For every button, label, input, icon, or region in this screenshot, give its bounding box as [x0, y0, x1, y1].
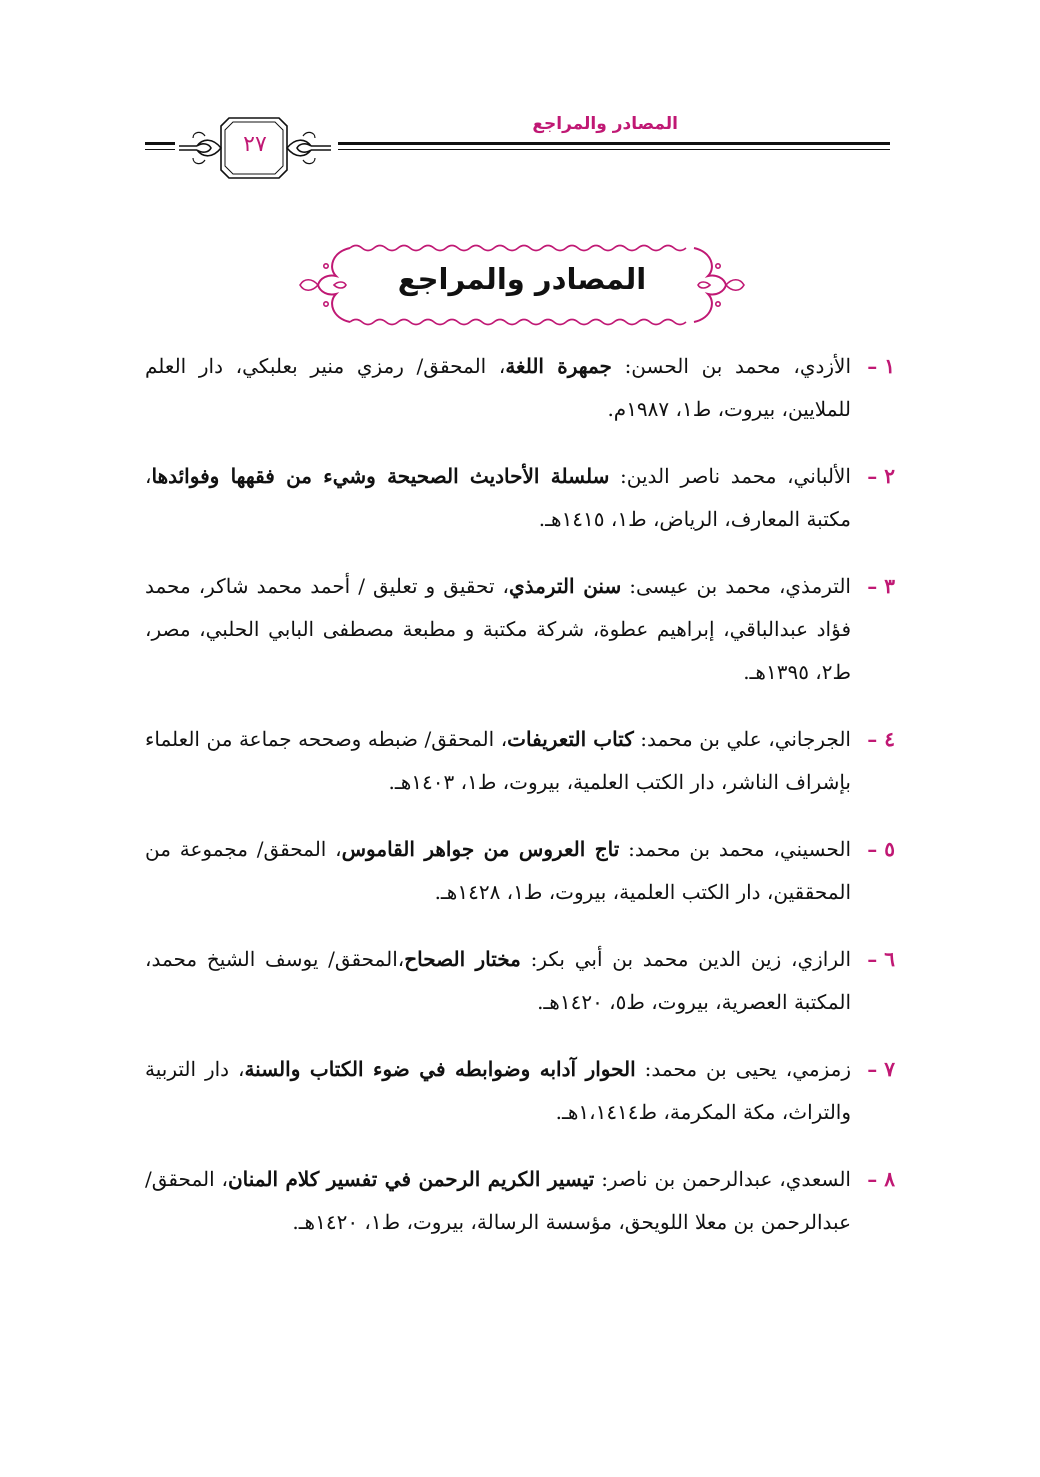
header-rule	[338, 142, 890, 145]
reference-details: ، مكتبة المعارف، الرياض، ط١، ١٤١٥هـ.	[145, 464, 851, 531]
reference-entry	[145, 1158, 895, 1244]
running-header-title: المصادر والمراجع	[532, 114, 678, 134]
page-number: ٢٧	[243, 132, 267, 157]
reference-book-title: جمهرة اللغة	[505, 354, 612, 378]
reference-author: السعدي، عبدالرحمن بن ناصر:	[594, 1167, 851, 1191]
reference-book-title: تاج العروس من جواهر القاموس	[341, 837, 620, 861]
reference-book-title: مختار الصحاح	[404, 947, 521, 971]
reference-details: ، دار التربية والتراث، مكة المكرمة، ط١،١٤١٤هـ.	[145, 1057, 851, 1124]
reference-entry	[145, 828, 895, 914]
reference-number: ٤ –	[867, 727, 895, 751]
reference-details: ، المحقق/ مجموعة من المحققين، دار الكتب العلمية، بيروت، ط١، ١٤٢٨هـ.	[145, 837, 851, 904]
reference-number: ٥ –	[867, 837, 895, 861]
reference-entry	[145, 345, 895, 431]
reference-book-title: تيسير الكريم الرحمن في تفسير كلام المنان	[227, 1167, 595, 1191]
page-number-badge	[175, 108, 335, 188]
reference-author: الألباني، محمد ناصر الدين:	[609, 464, 851, 488]
reference-number: ٢ –	[867, 464, 895, 488]
reference-number: ٦ –	[867, 947, 895, 971]
reference-number: ٣ –	[867, 574, 895, 598]
reference-number: ١ –	[867, 354, 895, 378]
reference-book-title: سنن الترمذي	[509, 574, 622, 598]
reference-number: ٧ –	[867, 1057, 895, 1081]
header-rule-thin	[338, 149, 890, 150]
reference-details: ، تحقيق و تعليق / أحمد محمد شاكر، محمد فؤاد عبدالباقي، إبراهيم عطوة، شركة مكتبة و مطبعة مصطفى البابي الحلبي، مصر، ط٢، ١٣٩٥هـ.	[145, 574, 851, 684]
section-title: المصادر والمراجع	[397, 262, 647, 296]
reference-details: ، المحقق/ ضبطه وصححه جماعة من العلماء بإشراف الناشر، دار الكتب العلمية، بيروت، ط١، ١٤٠٣هـ.	[145, 727, 851, 794]
reference-details: ،المحقق/ يوسف الشيخ محمد، المكتبة العصرية، بيروت، ط٥، ١٤٢٠هـ.	[145, 947, 851, 1014]
reference-author: الأزدي، محمد بن الحسن:	[611, 354, 852, 378]
header-rule-left	[145, 142, 175, 145]
reference-author: الجرجاني، علي بن محمد:	[633, 727, 851, 751]
running-header	[145, 108, 890, 188]
reference-entry	[145, 1048, 895, 1134]
reference-entry	[145, 938, 895, 1024]
reference-author: الحسيني، محمد بن محمد:	[619, 837, 851, 861]
reference-entry	[145, 455, 895, 541]
reference-author: الرازي، زين الدين محمد بن أبي بكر:	[520, 947, 852, 971]
reference-list	[145, 345, 895, 1268]
reference-author: زمزمي، يحيى بن محمد:	[635, 1057, 851, 1081]
header-rule-left-thin	[145, 149, 175, 150]
reference-author: الترمذي، محمد بن عيسى:	[621, 574, 851, 598]
reference-book-title: الحوار آدابه وضوابطه في ضوء الكتاب والسنة	[244, 1057, 636, 1081]
reference-number: ٨ –	[867, 1167, 895, 1191]
reference-entry	[145, 718, 895, 804]
reference-details: ، المحقق/ رمزي منير بعلبكي، دار العلم للملايين، بيروت، ط١، ١٩٨٧م.	[145, 354, 851, 421]
section-title-banner	[292, 238, 752, 332]
reference-details: ، المحقق/ عبدالرحمن بن معلا اللويحق، مؤسسة الرسالة، بيروت، ط١، ١٤٢٠هـ.	[145, 1167, 851, 1234]
reference-book-title: سلسلة الأحاديث الصحيحة وشيء من فقهها وفوائدها	[151, 464, 610, 488]
reference-entry	[145, 565, 895, 694]
reference-book-title: كتاب التعريفات	[507, 727, 634, 751]
